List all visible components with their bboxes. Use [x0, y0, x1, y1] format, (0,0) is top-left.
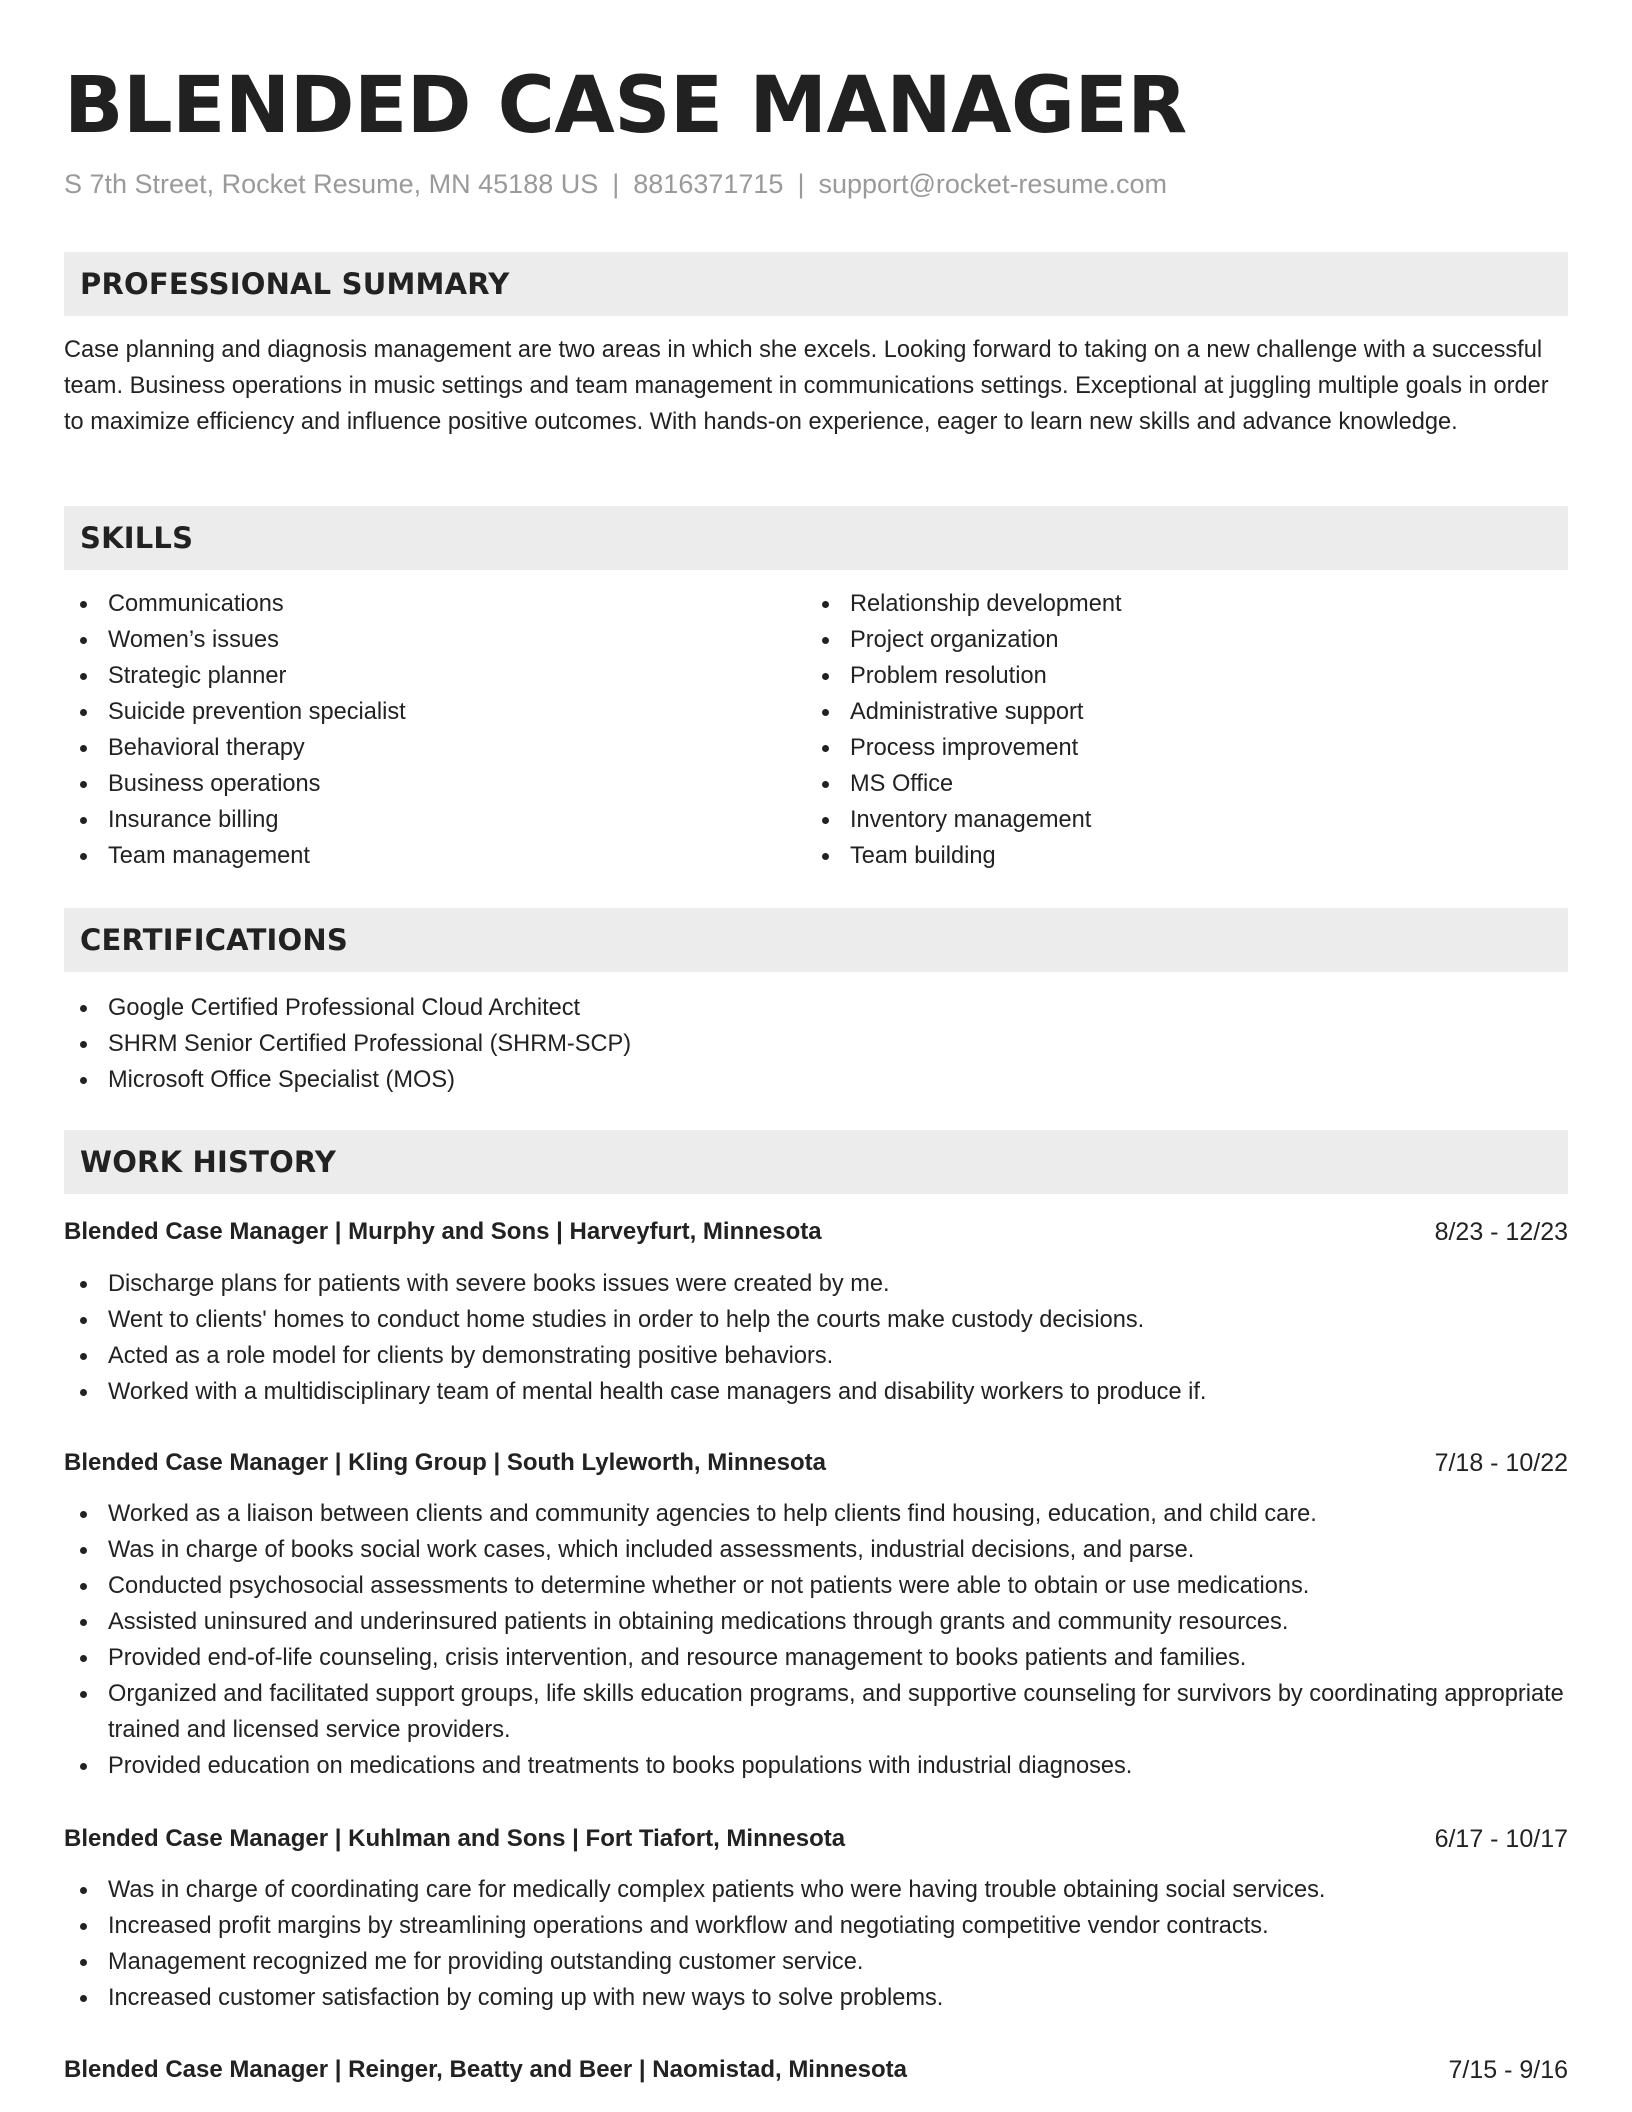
job-dates: 7/18 - 10/22 [1434, 1449, 1568, 1477]
skill-item: Administrative support [806, 694, 1546, 730]
contact-separator: | [612, 169, 620, 199]
certifications-list [64, 990, 1568, 1098]
certification-item: SHRM Senior Certified Professional (SHRM-SCP) [64, 1026, 1568, 1062]
skill-item: Process improvement [806, 730, 1546, 766]
job-bullet-list [64, 1872, 1568, 2016]
summary-text: Case planning and diagnosis management are two areas in which she excels. Looking forward to taking on a new challenge with a successful team. Business operations in music settings and team management in communications settings. Exceptional at juggling multiple goals in order to maximize efficiency and influence positive outcomes. With hands-on experience, eager to learn new skills and advance knowledge. [64, 337, 1549, 435]
section-title: CERTIFICATIONS [80, 923, 348, 957]
skill-item: Inventory management [806, 802, 1546, 838]
skills-list-left [64, 586, 804, 874]
contact-email: support@rocket-resume.com [818, 169, 1167, 199]
job-bullet: Management recognized me for providing outstanding customer service. [64, 1944, 1568, 1980]
job-dates: 6/17 - 10/17 [1434, 1825, 1568, 1853]
job-bullet: Provided education on medications and treatments to books populations with industrial diagnoses. [64, 1748, 1568, 1784]
job-bullet: Went to clients' homes to conduct home studies in order to help the courts make custody decisions. [64, 1302, 1568, 1338]
section-title: WORK HISTORY [80, 1145, 337, 1179]
skill-item: Suicide prevention specialist [64, 694, 804, 730]
job-title: Blended Case Manager | Kuhlman and Sons | Fort Tiafort, Minnesota [64, 1825, 846, 1852]
section-header-work-history [64, 1130, 1568, 1194]
section-title: SKILLS [80, 521, 194, 555]
job-bullet: Was in charge of coordinating care for medically complex patients who were having trouble obtaining social services. [64, 1872, 1568, 1908]
job-bullet-list [64, 1496, 1568, 1784]
skill-item: Team building [806, 838, 1546, 874]
skill-item: Business operations [64, 766, 804, 802]
contact-line [64, 166, 1167, 202]
job-bullet: Worked as a liaison between clients and community agencies to help clients find housing, education, and child care. [64, 1496, 1568, 1532]
section-header-summary [64, 252, 1568, 316]
job-bullet: Conducted psychosocial assessments to determine whether or not patients were able to obtain or use medications. [64, 1568, 1568, 1604]
section-header-certifications [64, 908, 1568, 972]
job-title: Blended Case Manager | Reinger, Beatty and Beer | Naomistad, Minnesota [64, 2056, 907, 2083]
job-bullet-list [64, 1266, 1568, 1410]
job-title: Blended Case Manager | Kling Group | South Lyleworth, Minnesota [64, 1449, 826, 1476]
skill-item: Team management [64, 838, 804, 874]
skill-item: Women’s issues [64, 622, 804, 658]
skill-item: Communications [64, 586, 804, 622]
job-dates: 8/23 - 12/23 [1434, 1218, 1568, 1246]
skill-item: MS Office [806, 766, 1546, 802]
certification-item: Google Certified Professional Cloud Architect [64, 990, 1568, 1026]
section-title: PROFESSIONAL SUMMARY [80, 267, 510, 301]
job-header [64, 2052, 1568, 2088]
job-bullet: Provided end-of-life counseling, crisis intervention, and resource management to books patients and families. [64, 1640, 1568, 1676]
resume-name: BLENDED CASE MANAGER [64, 61, 1187, 151]
job-bullet: Assisted uninsured and underinsured patients in obtaining medications through grants and community resources. [64, 1604, 1568, 1640]
skill-item: Behavioral therapy [64, 730, 804, 766]
job-bullet: Was in charge of books social work cases, which included assessments, industrial decisions, and parse. [64, 1532, 1568, 1568]
certification-item: Microsoft Office Specialist (MOS) [64, 1062, 1568, 1098]
section-header-skills [64, 506, 1568, 570]
job-bullet: Increased customer satisfaction by coming up with new ways to solve problems. [64, 1980, 1568, 2016]
skill-item: Relationship development [806, 586, 1546, 622]
job-bullet: Worked with a multidisciplinary team of mental health case managers and disability workers to produce if. [64, 1374, 1568, 1410]
contact-separator: | [797, 169, 805, 199]
job-dates: 7/15 - 9/16 [1448, 2056, 1568, 2084]
contact-address: S 7th Street, Rocket Resume, MN 45188 US [64, 169, 599, 199]
job-bullet: Organized and facilitated support groups, life skills education programs, and supportive counseling for survivors by coordinating appropriate trained and licensed service providers. [64, 1676, 1568, 1748]
skill-item: Problem resolution [806, 658, 1546, 694]
skill-item: Strategic planner [64, 658, 804, 694]
job-header [64, 1821, 1568, 1857]
job-bullet: Discharge plans for patients with severe books issues were created by me. [64, 1266, 1568, 1302]
job-header [64, 1214, 1568, 1250]
job-header [64, 1445, 1568, 1481]
job-title: Blended Case Manager | Murphy and Sons | Harveyfurt, Minnesota [64, 1218, 822, 1245]
job-bullet: Acted as a role model for clients by demonstrating positive behaviors. [64, 1338, 1568, 1374]
skill-item: Project organization [806, 622, 1546, 658]
contact-phone: 8816371715 [633, 169, 784, 199]
skills-list-right [806, 586, 1546, 874]
job-bullet: Increased profit margins by streamlining operations and workflow and negotiating competitive vendor contracts. [64, 1908, 1568, 1944]
skill-item: Insurance billing [64, 802, 804, 838]
